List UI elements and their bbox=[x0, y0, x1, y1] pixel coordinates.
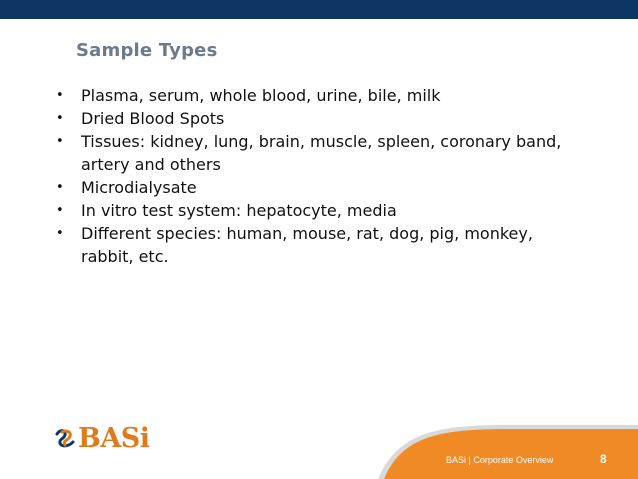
bullet-text: Different species: human, mouse, rat, dog, pig, monkey, rabbit, etc. bbox=[81, 224, 533, 266]
bullet-item bbox=[56, 176, 576, 199]
bullet-dot: • bbox=[56, 180, 64, 195]
bullet-text: Plasma, serum, whole blood, urine, bile, milk bbox=[81, 86, 441, 105]
bullet-dot: • bbox=[56, 134, 64, 149]
bullet-text: Dried Blood Spots bbox=[81, 109, 225, 128]
bullet-item bbox=[56, 107, 576, 130]
footer-text: BASi | Corporate Overview bbox=[446, 455, 554, 465]
bullet-text: Tissues: kidney, lung, brain, muscle, spleen, coronary band, artery and others bbox=[81, 132, 562, 174]
basi-logo bbox=[54, 421, 150, 455]
logo-text: BASi bbox=[78, 422, 150, 454]
footer-band bbox=[378, 424, 638, 479]
bullet-item bbox=[56, 222, 576, 268]
page-number: 8 bbox=[600, 452, 607, 466]
bullet-dot: • bbox=[56, 88, 64, 103]
bullet-item bbox=[56, 130, 576, 176]
bullet-item bbox=[56, 84, 576, 107]
bullet-list bbox=[56, 84, 576, 268]
slide-title: Sample Types bbox=[76, 40, 218, 61]
bullet-text: In vitro test system: hepatocyte, media bbox=[81, 201, 397, 220]
bullet-dot: • bbox=[56, 226, 64, 241]
bullet-text: Microdialysate bbox=[81, 178, 197, 197]
basi-swirl-icon bbox=[54, 427, 76, 449]
footer-band-shape bbox=[378, 424, 638, 479]
bullet-item bbox=[56, 199, 576, 222]
bullet-dot: • bbox=[56, 111, 64, 126]
bullet-dot: • bbox=[56, 203, 64, 218]
top-bar bbox=[0, 0, 638, 19]
